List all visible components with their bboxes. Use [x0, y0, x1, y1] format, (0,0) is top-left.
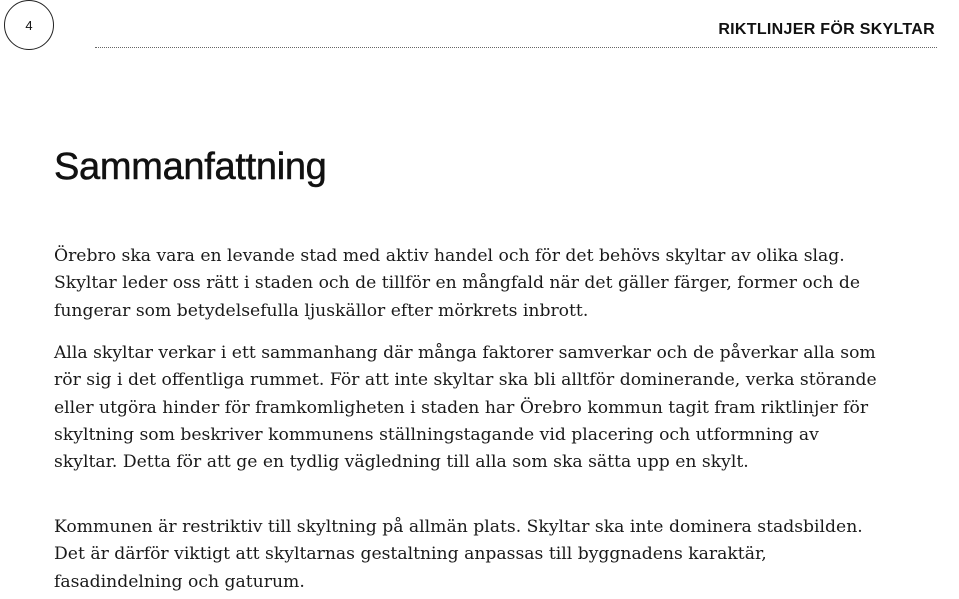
page-heading: Sammanfattning [54, 146, 327, 188]
paragraph-restrictions: Kommunen är restriktiv till skyltning på allmän plats. Skyltar ska inte dominera stadsbilden. Det är därför viktigt att skyltarnas gestaltning anpassas till byggnadens karaktär, fasadindelning och gaturum. [54, 517, 863, 592]
page-number-text: 4 [25, 17, 33, 33]
paragraph-context: Alla skyltar verkar i ett sammanhang där många faktorer samverkar och de påverkar alla som rör sig i det offentliga rummet. För att inte skyltar ska bli alltför dominerande, verka störande eller utgöra hinder för framkomligheten i staden har Örebro kommun tagit fram riktlinjer för skyltning som beskriver kommunens ställningstagande vid placering och utformning av skyltar. Detta för att ge en tydlig vägledning till alla som ska sätta upp en skylt. [54, 343, 877, 473]
paragraph-intro: Örebro ska vara en levande stad med aktiv handel och för det behövs skyltar av olika slag. Skyltar leder oss rätt i staden och de tillför en mångfald när det gäller färger, former och de fungerar som betydelsefulla ljuskällor efter mörkrets inbrott. [54, 246, 861, 321]
page-number [4, 0, 54, 50]
header-divider [95, 47, 937, 48]
running-header-title: RIKTLINJER FÖR SKYLTAR [718, 21, 935, 38]
